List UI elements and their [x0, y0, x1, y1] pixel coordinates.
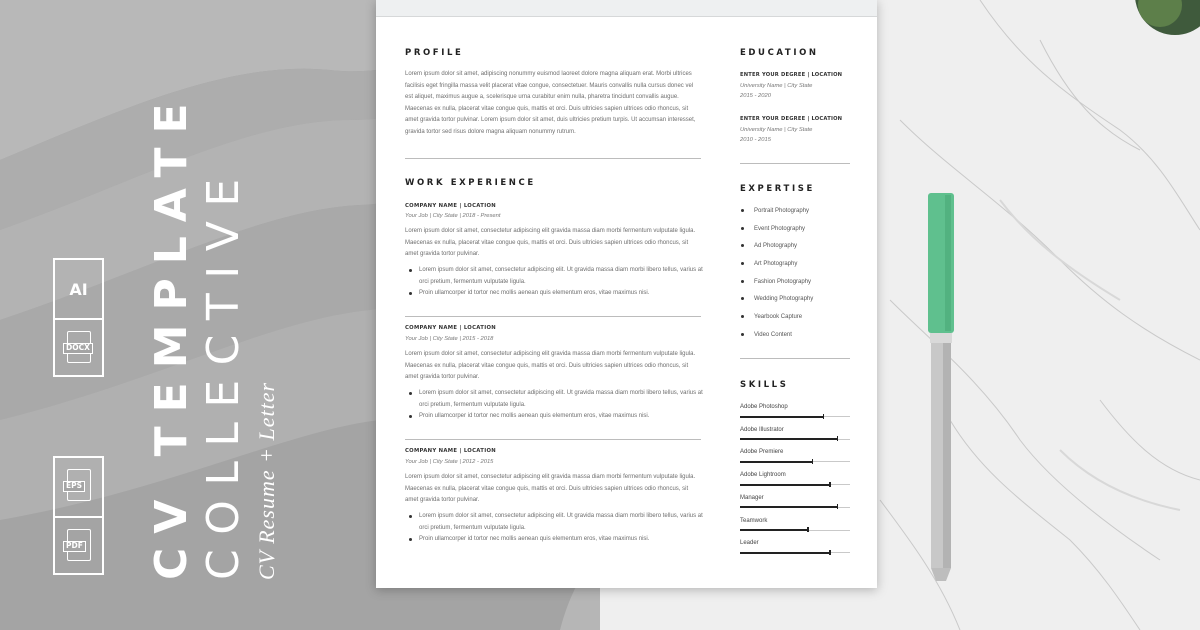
- job-2-divider: [405, 439, 701, 440]
- education-1-school: University Name | City State: [740, 83, 813, 89]
- list-item: Art Photography: [740, 260, 850, 278]
- list-item: Video Content: [740, 331, 850, 349]
- skill-name: Manager: [740, 494, 764, 501]
- skill-row: [740, 403, 850, 426]
- eps-file-icon: [53, 456, 104, 518]
- title-line-1: CV TEMPLATE: [146, 89, 197, 580]
- skill-level-fill: [740, 484, 830, 486]
- skill-level-fill: [740, 529, 808, 531]
- skills-heading: SKILLS: [740, 380, 789, 390]
- skill-level-fill: [740, 416, 824, 418]
- ai-format-label: AI: [69, 279, 88, 299]
- pdf-file-icon: [53, 516, 104, 575]
- skill-level-marker: [823, 414, 825, 419]
- job-2-text: Lorem ipsum dolor sit amet, consectetur adipiscing elit gravida massa diam morbi fermentum vulputate ligula. Maecenas ex nulla, placerat vitae congue quis, mattis et orci. Duis ultricies sapien ultrices odio rhoncus, sit amet gravida tortor pulvinar.: [405, 351, 696, 381]
- skill-row: [740, 471, 850, 494]
- docx-file-icon: [53, 318, 104, 377]
- education-2-degree: ENTER YOUR DEGREE | LOCATION: [740, 116, 843, 122]
- education-1-degree: ENTER YOUR DEGREE | LOCATION: [740, 72, 843, 78]
- list-item: Proin ullamcorper id tortor nec mollis aenean quis elementum eros, vitae maximus nisi.: [405, 534, 703, 546]
- sheet-header-bar: [376, 0, 877, 17]
- list-item: Lorem ipsum dolor sit amet, consectetur adipiscing elit. Ut gravida massa diam morbi libero tellus, varius at orci pretium, fermentum vulputate ligula.: [405, 265, 703, 288]
- job-3-bullets: [405, 511, 703, 546]
- education-divider: [740, 163, 850, 164]
- list-item: Proin ullamcorper id tortor nec mollis aenean quis elementum eros, vitae maximus nisi.: [405, 411, 703, 423]
- job-2-bullets: [405, 388, 703, 423]
- job-1-subtitle: Your Job | City State | 2018 - Present: [405, 213, 501, 219]
- list-item: Wedding Photography: [740, 295, 850, 313]
- job-2-subtitle: Your Job | City State | 2015 - 2018: [405, 336, 494, 342]
- green-marker-pen: [928, 193, 954, 583]
- title-subtitle: CV Resume + Letter: [254, 381, 279, 580]
- skill-name: Adobe Illustrator: [740, 426, 784, 433]
- skill-level-marker: [807, 527, 809, 532]
- skill-row: [740, 517, 850, 540]
- list-item: Fashion Photography: [740, 278, 850, 296]
- skill-level-marker: [812, 459, 814, 464]
- list-item: Yearbook Capture: [740, 313, 850, 331]
- ai-format-icon: [53, 258, 104, 320]
- education-2-years: 2010 - 2015: [740, 137, 771, 143]
- job-2-company: COMPANY NAME | LOCATION: [405, 325, 496, 331]
- list-item: Ad Photography: [740, 242, 850, 260]
- profile-divider: [405, 158, 701, 159]
- skill-name: Teamwork: [740, 517, 768, 524]
- list-item: Lorem ipsum dolor sit amet, consectetur adipiscing elit. Ut gravida massa diam morbi libero tellus, varius at orci pretium, fermentum vulputate ligula.: [405, 388, 703, 411]
- list-item: Event Photography: [740, 225, 850, 243]
- skill-row: [740, 426, 850, 449]
- skill-name: Adobe Premiere: [740, 449, 784, 456]
- list-item: Lorem ipsum dolor sit amet, consectetur adipiscing elit. Ut gravida massa diam morbi libero tellus, varius at orci pretium, fermentum vulputate ligula.: [405, 511, 703, 534]
- skill-level-fill: [740, 461, 813, 463]
- job-3-text: Lorem ipsum dolor sit amet, consectetur adipiscing elit gravida massa diam morbi fermentum vulputate ligula. Maecenas ex nulla, placerat vitae congue quis, mattis et orci. Duis ultricies sapien ultrices odio rhoncus, sit amet gravida tortor pulvinar.: [405, 474, 696, 504]
- list-item: Proin ullamcorper id tortor nec mollis aenean quis elementum eros, vitae maximus nisi.: [405, 288, 703, 300]
- job-3-company: COMPANY NAME | LOCATION: [405, 448, 496, 454]
- list-item: Portrait Photography: [740, 207, 850, 225]
- docx-format-label: DOCX: [63, 343, 93, 354]
- eps-format-label: EPS: [63, 481, 85, 492]
- skill-level-fill: [740, 552, 830, 554]
- job-3-subtitle: Your Job | City State | 2012 - 2015: [405, 459, 494, 465]
- skill-name: Adobe Photoshop: [740, 404, 788, 410]
- education-1-years: 2015 - 2020: [740, 93, 771, 99]
- job-1-company: COMPANY NAME | LOCATION: [405, 203, 496, 209]
- expertise-list: [740, 207, 850, 349]
- expertise-divider: [740, 358, 850, 359]
- skill-level-marker: [837, 436, 839, 441]
- skill-level-fill: [740, 506, 838, 508]
- skill-level-marker: [837, 504, 839, 509]
- skill-row: [740, 494, 850, 517]
- job-1-text: Lorem ipsum dolor sit amet, consectetur adipiscing elit gravida massa diam morbi fermentum vulputate ligula. Maecenas ex nulla, placerat vitae congue quis, mattis et orci. Duis ultricies sapien ultrices odio rhoncus, sit amet gravida tortor pulvinar.: [405, 228, 696, 258]
- skill-level-fill: [740, 438, 838, 440]
- pdf-format-label: PDF: [63, 541, 86, 552]
- vertical-title: [146, 89, 282, 580]
- title-line-2: COLLECTIVE: [198, 164, 249, 580]
- job-1-bullets: [405, 265, 703, 300]
- skill-row: [740, 448, 850, 471]
- job-1-divider: [405, 316, 701, 317]
- education-2-school: University Name | City State: [740, 127, 813, 133]
- skill-row: [740, 539, 850, 562]
- profile-text: Lorem ipsum dolor sit amet, adipiscing nonummy euismod laoreet dolore magna aliquam erat. Morbi ultrices facilisis eget fringilla massa velit placerat vitae congue, consectetuer. Mauris convallis nulla cursus donec vel est aliquet, maximus augue a, scelerisque urna curabitur enim nulla, pharetra tincidunt convallis augue. Maecenas ex nulla, placerat vitae congue quis, mattis et orci. Duis ultricies sapien ultrices odio rhoncus, sit amet gravida tortor pulvinar. Lorem ipsum dolor sit amet, duis ultricies pretium turpis. Ut accumsan interesset, gravida tortor sed risus dolore magna aliquam nonummy rutrum.: [405, 71, 696, 135]
- profile-heading: PROFILE: [405, 48, 464, 58]
- skill-name: Adobe Lightroom: [740, 472, 786, 479]
- work-experience-heading: WORK EXPERIENCE: [405, 178, 536, 188]
- skill-level-marker: [829, 482, 831, 487]
- skill-name: Leader: [740, 540, 759, 547]
- skill-level-marker: [829, 550, 831, 555]
- expertise-heading: EXPERTISE: [740, 184, 815, 194]
- education-heading: EDUCATION: [740, 48, 819, 58]
